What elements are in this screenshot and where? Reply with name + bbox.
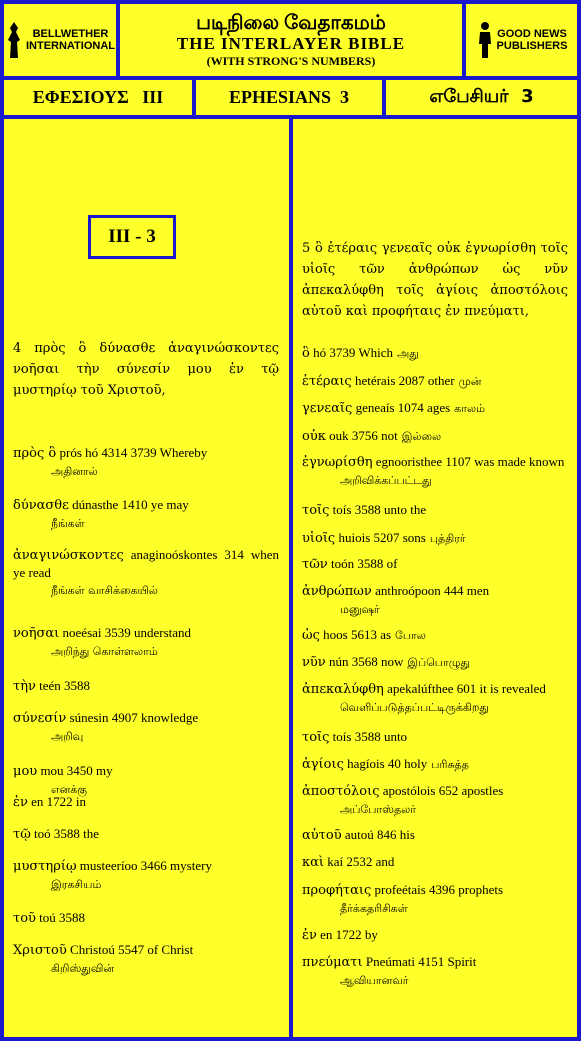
greek-word: ἐν xyxy=(13,795,28,810)
bellwether-logo-line1: BELLWETHER xyxy=(32,28,109,40)
word-entry xyxy=(13,909,279,927)
greek-word: τὴν xyxy=(13,679,36,694)
greek-word: τῷ xyxy=(13,827,31,842)
book-name-english: EPHESIANS 3 xyxy=(196,80,382,115)
greek-word: ἀναγινώσκοντες xyxy=(13,548,124,563)
greek-word: γενεαῖς xyxy=(302,401,353,416)
word-entry xyxy=(13,624,279,662)
transliteration: musteeríoo 3466 mystery xyxy=(79,858,212,873)
word-entry xyxy=(13,496,279,534)
tamil-gloss: அது xyxy=(397,347,419,360)
transliteration: anaginoóskontes 314 when ye read xyxy=(13,547,279,580)
transliteration: hagíois 40 holy xyxy=(347,756,428,771)
word-entry xyxy=(302,555,568,573)
page-title: THE INTERLAYER BIBLE xyxy=(176,34,406,53)
tamil-gloss: அறிவு xyxy=(51,730,84,743)
tamil-gloss: ஆவியானவர் xyxy=(340,974,409,987)
word-entry xyxy=(13,444,279,482)
greek-word: δύνασθε xyxy=(13,498,69,513)
tamil-gloss: மனுஷர் xyxy=(340,603,380,616)
tamil-gloss: அப்போஸ்தலர் xyxy=(340,803,417,816)
chapter-badge: III - 3 xyxy=(88,215,176,259)
word-entry xyxy=(302,453,568,491)
transliteration: súnesin 4907 knowledge xyxy=(69,710,199,725)
tamil-gloss: இரகசியம் xyxy=(51,878,102,891)
greek-word: ἀνθρώπων xyxy=(302,584,372,599)
tamil-gloss: இப்பொழுது xyxy=(407,656,471,669)
word-entry xyxy=(302,926,568,944)
good-news-logo-line1: GOOD NEWS xyxy=(497,28,567,40)
tamil-gloss: இல்லை xyxy=(401,430,442,443)
tamil-gloss: காலம் xyxy=(454,402,485,415)
greek-word: ἐν xyxy=(302,928,317,943)
transliteration: toís 3588 unto the xyxy=(332,502,427,517)
verse-4-text: 4 πρὸς ὃ δύνασθε ἀναγινώσκοντες νοῆσαι τὴν σύνεσίν μου ἐν τῷ μυστηρίῳ τοῦ Χριστοῦ, xyxy=(13,341,279,398)
greek-word: τοῖς xyxy=(302,503,330,518)
greek-word: τῶν xyxy=(302,557,328,572)
transliteration: Christoú 5547 of Christ xyxy=(70,942,194,957)
transliteration: toó 3588 the xyxy=(34,826,100,841)
tamil-gloss: எனக்கு xyxy=(51,783,87,796)
word-entry xyxy=(302,427,568,447)
greek-word: ἐγνωρίσθη xyxy=(302,455,373,470)
page-subtitle: (WITH STRONG'S NUMBERS) xyxy=(206,54,376,68)
title-tamil: படிநிலை வேதாகமம் xyxy=(196,12,386,34)
transliteration: huiois 5207 sons xyxy=(338,530,426,545)
tamil-gloss: வெளிப்படுத்தப்பட்டிருக்கிறது xyxy=(340,701,489,714)
greek-word: μου xyxy=(13,764,38,779)
bellwether-logo-line2: INTERNATIONAL xyxy=(25,40,115,52)
greek-word: προφήταις xyxy=(302,883,372,898)
transliteration: profeétais 4396 prophets xyxy=(374,882,504,897)
tamil-gloss: கிறிஸ்துவின் xyxy=(51,962,115,975)
word-entry xyxy=(302,953,568,991)
word-entry xyxy=(302,501,568,519)
transliteration: mou 3450 my xyxy=(40,763,113,778)
greek-word: Χριστοῦ xyxy=(13,943,67,958)
greek-word: μυστηρίῳ xyxy=(13,859,77,874)
word-entry xyxy=(302,782,568,820)
transliteration: geneaís 1074 ages xyxy=(355,400,451,415)
greek-word: ἀποστόλοις xyxy=(302,784,380,799)
greek-word: ἁγίοις xyxy=(302,757,344,772)
tamil-gloss: அறிவிக்கப்பட்டது xyxy=(340,474,432,487)
greek-word: ἑτέραις xyxy=(302,374,352,389)
greek-word: ὡς xyxy=(302,628,320,643)
transliteration: ouk 3756 not xyxy=(329,428,398,443)
greek-word: οὐκ xyxy=(302,429,326,444)
transliteration: toís 3588 unto xyxy=(332,729,408,744)
transliteration: nún 3568 now xyxy=(328,654,404,669)
greek-word: καὶ xyxy=(302,855,325,870)
word-entry xyxy=(302,626,568,646)
greek-word: αὐτοῦ xyxy=(302,828,342,843)
transliteration: apostólois 652 apostles xyxy=(382,783,504,798)
greek-word: νοῆσαι xyxy=(13,626,60,641)
greek-word: τοῖς xyxy=(302,730,330,745)
tamil-gloss: போல xyxy=(395,629,426,642)
tamil-gloss: புத்திரர் xyxy=(429,532,466,545)
word-entry xyxy=(13,793,279,811)
word-entry xyxy=(13,709,279,747)
transliteration: toú 3588 xyxy=(39,910,86,925)
greek-word: ὃ xyxy=(302,346,310,361)
transliteration: en 1722 by xyxy=(320,927,378,942)
word-entry xyxy=(302,755,568,775)
word-entry xyxy=(302,728,568,746)
transliteration: dúnasthe 1410 ye may xyxy=(72,497,189,512)
good-news-figure-icon xyxy=(476,20,494,60)
transliteration: anthroópoon 444 men xyxy=(375,583,490,598)
word-entry xyxy=(302,653,568,673)
greek-word: τοῦ xyxy=(13,911,36,926)
tamil-gloss: நீங்கள் வாசிக்கையில் xyxy=(51,584,158,597)
tamil-gloss: பரிசுத்த xyxy=(431,758,469,771)
word-entry xyxy=(302,344,568,364)
transliteration: apekalúfthee 601 it is revealed xyxy=(387,681,546,696)
word-entry xyxy=(302,529,568,549)
transliteration: teén 3588 xyxy=(39,678,91,693)
title-block xyxy=(120,4,462,76)
transliteration: hetérais 2087 other xyxy=(354,373,455,388)
transliteration: hoos 5613 as xyxy=(323,627,392,642)
word-entry xyxy=(13,941,279,979)
word-entry xyxy=(302,826,568,844)
tamil-gloss: நீங்கள் xyxy=(51,517,85,530)
transliteration: en 1722 in xyxy=(31,794,87,809)
transliteration: kaí 2532 and xyxy=(327,854,395,869)
transliteration: egnooristhee 1107 was made known xyxy=(375,454,565,469)
greek-word: νῦν xyxy=(302,655,326,670)
greek-word: ἀπεκαλύφθη xyxy=(302,682,384,697)
word-entry xyxy=(302,372,568,392)
tamil-gloss: அறிந்து கொள்ளலாம் xyxy=(51,645,158,658)
transliteration: toón 3588 of xyxy=(330,556,398,571)
book-name-tamil: எபேசியர் 3 xyxy=(386,80,577,115)
word-entry xyxy=(13,677,279,695)
bellwether-logo xyxy=(4,4,116,76)
tamil-gloss: தீர்க்கதரிசிகள் xyxy=(340,902,408,915)
tamil-gloss: அதினால் xyxy=(51,465,98,478)
transliteration: hó 3739 Which xyxy=(313,345,393,360)
book-name-greek: ΕΦΕΣΙΟΥΣ ΙΙΙ xyxy=(4,80,192,115)
greek-word: σύνεσίν xyxy=(13,711,67,726)
word-entry xyxy=(302,582,568,620)
word-entry xyxy=(302,853,568,871)
word-entry xyxy=(13,825,279,843)
good-news-logo-line2: PUBLISHERS xyxy=(496,40,568,52)
transliteration: prós hó 4314 3739 Whereby xyxy=(59,445,208,460)
greek-word: πνεύματι xyxy=(302,955,363,970)
verse-5-text: 5 ὃ ἑτέραις γενεαῖς οὐκ ἐγνωρίσθη τοῖς υἱοῖς τῶν ἀνθρώπων ὡς νῦν ἀπεκαλύφθη τοῖς ἁγίοις ἀποστόλοις αὐτοῦ καὶ προφήταις ἐν πνεύματι, xyxy=(302,241,568,319)
transliteration: noeésai 3539 understand xyxy=(62,625,192,640)
good-news-logo xyxy=(466,4,577,76)
greek-word: πρὸς ὃ xyxy=(13,446,57,461)
word-entry xyxy=(13,857,279,895)
transliteration: autoú 846 his xyxy=(344,827,415,842)
word-entry xyxy=(302,399,568,419)
greek-word: υἱοῖς xyxy=(302,531,336,546)
transliteration: Pneúmati 4151 Spirit xyxy=(365,954,477,969)
word-entry xyxy=(13,546,279,601)
word-entry xyxy=(302,680,568,718)
bellwether-ram-icon xyxy=(5,20,23,60)
word-entry xyxy=(302,881,568,919)
tamil-gloss: முன் xyxy=(458,375,482,388)
